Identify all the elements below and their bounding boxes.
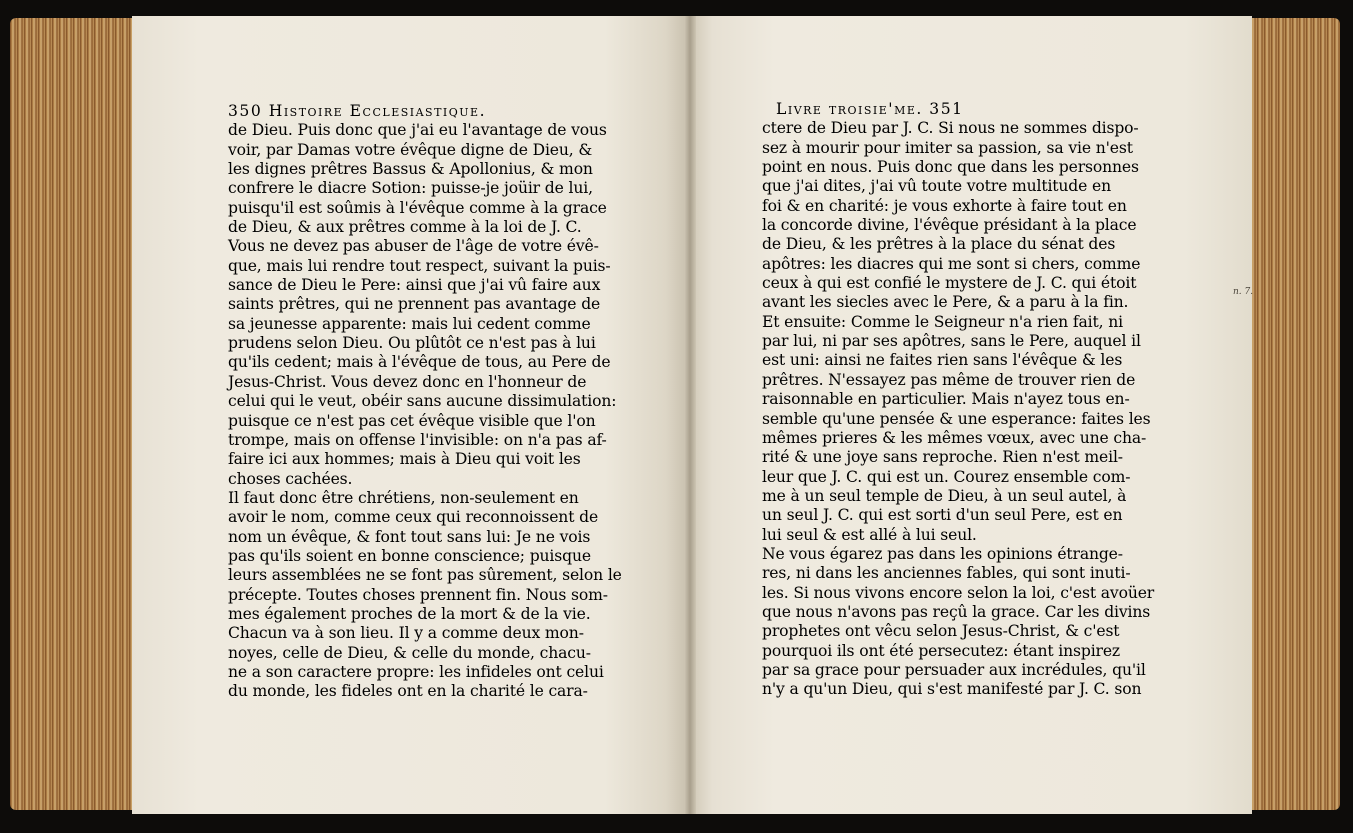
right-line: sez à mourir pour imiter sa passion, sa vie n'est [762,138,1133,157]
right-line: par sa grace pour persuader aux incrédules, qu'il [762,660,1146,679]
left-page-edges [10,18,135,810]
right-line: foi & en charité: je vous exhorte à faire tout en [762,196,1127,215]
left-line: de Dieu, & aux prêtres comme à la loi de J. C. [228,218,582,237]
right-line: prêtres. N'essayez pas même de trouver rien de [762,370,1136,389]
right-line: la concorde divine, l'évêque présidant à la place [762,216,1137,235]
left-line: noyes, celle de Dieu, & celle du monde, chacu- [228,643,591,662]
left-running-header: 350 Histoire Ecclesiastique. [228,102,487,120]
left-page-text [228,102,680,702]
left-line: les dignes prêtres Bassus & Apollonius, & mon [228,160,593,179]
left-line: prudens selon Dieu. Ou plûtôt ce n'est pas à lui [228,334,596,353]
right-line: res, ni dans les anciennes fables, qui sont inuti- [762,564,1131,583]
left-line: trompe, mais on offense l'invisible: on n'a pas af- [228,430,607,449]
right-line: prophetes ont vêcu selon Jesus-Christ, & c'est [762,622,1120,641]
left-line: avoir le nom, comme ceux qui reconnoissent de [228,508,599,527]
right-line: ceux à qui est confié le mystere de J. C. qui étoit [762,274,1137,293]
right-line: que nous n'avons pas reçû la grace. Car les divins [762,602,1151,621]
left-line: puisque ce n'est pas cet évêque visible que l'on [228,411,596,430]
left-line: faire ici aux hommes; mais à Dieu qui voit les [228,450,581,469]
left-line: qu'ils cedent; mais à l'évêque de tous, au Pere de [228,353,611,372]
right-line: un seul J. C. qui est sorti d'un seul Pere, est en [762,506,1123,525]
left-line: Vous ne devez pas abuser de l'âge de votre évê- [228,237,599,256]
left-line: puisqu'il est soûmis à l'évêque comme à la grace [228,198,607,217]
right-line: par lui, ni par ses apôtres, sans le Pere, auquel il [762,332,1141,351]
right-line: que j'ai dites, j'ai vû toute votre multitude en [762,177,1111,196]
left-line: précepte. Toutes choses prennent fin. Nous som- [228,585,608,604]
right-line: avant les siecles avec le Pere, & a paru à la fin. [762,293,1129,312]
left-line: Il faut donc être chrétiens, non-seulement en [228,488,579,507]
left-line: du monde, les fideles ont en la charité le cara- [228,682,588,701]
right-line: semble qu'une pensée & une esperance: faites les [762,409,1151,428]
left-line: choses cachées. [228,469,353,488]
right-page-edges [1250,18,1340,810]
right-line: me à un seul temple de Dieu, à un seul autel, à [762,486,1127,505]
right-line: est uni: ainsi ne faites rien sans l'évêque & les [762,351,1123,370]
left-line: Chacun va à son lieu. Il y a comme deux mon- [228,624,584,643]
left-line: confrere le diacre Sotion: puisse-je joüir de lui, [228,179,593,198]
right-line: point en nous. Puis donc que dans les personnes [762,158,1139,177]
right-line: n'y a qu'un Dieu, qui s'est manifesté par J. C. son [762,680,1142,699]
left-line: que, mais lui rendre tout respect, suivant la puis- [228,256,611,275]
right-line: Et ensuite: Comme le Seigneur n'a rien fait, ni [762,312,1123,331]
left-line: pas qu'ils soient en bonne conscience; puisque [228,546,591,565]
right-running-header: Livre troisie'me. 351 [776,100,964,118]
left-line: de Dieu. Puis donc que j'ai eu l'avantage de vous [228,121,607,140]
right-line: apôtres: les diacres qui me sont si chers, comme [762,254,1141,273]
right-line: Ne vous égarez pas dans les opinions étrange- [762,544,1123,563]
right-line: raisonnable en particulier. Mais n'ayez tous en- [762,390,1130,409]
left-line: voir, par Damas votre évêque digne de Dieu, & [228,140,593,159]
left-line: saints prêtres, qui ne prennent pas avantage de [228,295,601,314]
right-line: mêmes prieres & les mêmes vœux, avec une cha- [762,428,1147,447]
book-gutter [684,16,696,814]
right-line: pourquoi ils ont été persecutez: étant inspirez [762,641,1120,660]
right-line: leur que J. C. qui est un. Courez ensemble com- [762,467,1131,486]
left-line: sance de Dieu le Pere: ainsi que j'ai vû faire aux [228,276,601,295]
left-line: leurs assemblées ne se font pas sûrement, selon le [228,566,622,585]
right-line: ctere de Dieu par J. C. Si nous ne sommes dispo- [762,119,1139,138]
left-line: nom un évêque, & font tout sans lui: Je ne vois [228,527,591,546]
right-line: rité & une joye sans reproche. Rien n'est meil- [762,448,1123,467]
right-line: lui seul & est allé à lui seul. [762,525,977,544]
right-line: les. Si nous vivons encore selon la loi, c'est avoüer [762,583,1155,602]
right-line: de Dieu, & les prêtres à la place du sénat des [762,235,1116,254]
left-line: Jesus-Christ. Vous devez donc en l'honneur de [228,372,587,391]
left-line: celui qui le veut, obéir sans aucune dissimulation: [228,392,617,411]
left-line: ne a son caractere propre: les infideles ont celui [228,662,604,681]
margin-note: n. 7. [1233,287,1254,297]
left-line: sa jeunesse apparente: mais lui cedent comme [228,314,591,333]
left-line: mes également proches de la mort & de la vie. [228,604,591,623]
right-page-text [762,100,1226,700]
